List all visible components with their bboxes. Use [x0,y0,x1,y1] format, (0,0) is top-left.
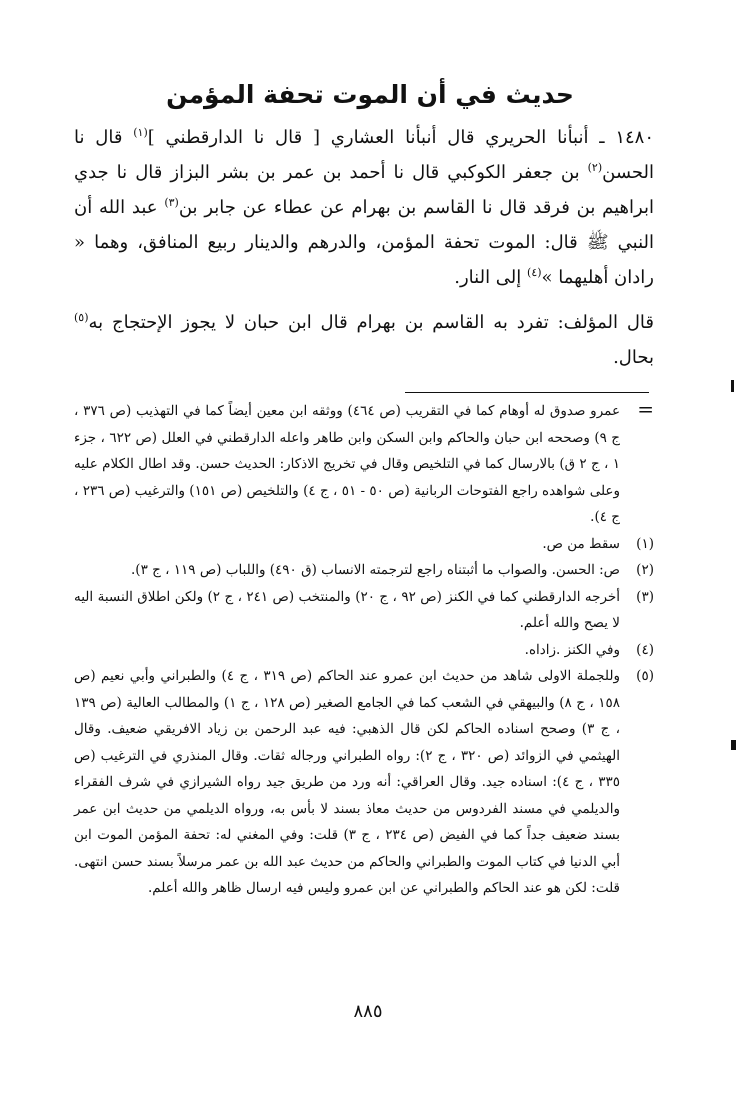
page-number: ٨٨٥ [353,1001,383,1022]
footnote-item [74,584,654,637]
footnote-text: وللجملة الاولى شاهد من حديث ابن عمرو عند الحاكم (ص ٣١٩ ، ج ٤) والطبراني وأبي نعيم (ص ١٥٨ ، ج ٨) والبيهقي في الشعب كما في الجامع الصغير (ص ١٢٨ ، ج ١) والمطالب العالية (ص ١٣٩ ، ج ٣) وصحح اسناده الحاكم لكن قال الذهبي: فيه عبد الرحمن بن زياد الافريقي ضعيف. وقال الهيثمي في الزوائد (ص ٣٢٠ ، ج ٢): رواه الطبراني ورجاله ثقات. وقال المنذري في الترغيب (ص ٣٣٥ ، ج ٤): اسناده جيد. وقال العراقي: أنه ورد من طريق جيد رواه الشيرازي في شرف الفقراء والديلمي في مسند الفردوس من حديث معاذ بسند لا بأس به، ورواه الديلمي من حديث ابن عمر بسند ضعيف جداً كما في الفيض (ص ٢٣٤ ، ج ٣) قلت: وفي المغني له: تحفة المؤمن الموت ابن أبي الدنيا في كتاب الموت والطبراني والحاكم من حديث عبد الله بن عمر مرسلاً بسند حسن انتهى. قلت: لكن هو عند الحاكم والطبراني عن ابن عمرو وليس فيه ارسال ظاهر والله أعلم. [74,668,621,896]
footnote-item [74,663,654,902]
footnote-text: أخرجه الدارقطني كما في الكنز (ص ٩٢ ، ج ٢٠) والمنتخب (ص ٢٤١ ، ج ٢) ولكن اطلاق النسبة اليه لا يصح والله أعلم. [74,588,620,631]
footnote-item [74,557,654,584]
hadith-paragraph [74,120,654,295]
hadith-text-part: قال نا الحسن [74,127,654,183]
main-text [74,120,654,375]
footnote-number: (٤) [636,641,654,658]
footnote-ref: (٣) [164,196,179,209]
hadith-text-part: أنبأنا الحريري قال أنبأنا العشاري [ قال نا الدارقطني ] [147,127,600,148]
footnote-number: (١) [636,535,654,552]
footnote-number: (٥) [636,668,654,684]
footnote-number: (٣) [636,588,654,605]
hadith-text-part: عبد الله أن النبي ﷺ قال: الموت تحفة المؤمن، والدرهم والدينار ربيع المنافق، وهما « رادان أهليهما » [74,197,654,288]
hadith-text-part: إلى النار. [454,267,528,288]
footnote-continuation-text: عمرو صدوق له أوهام كما في التقريب (ص ٤٦٤) ووثقه ابن معين أيضاً كما في التهذيب (ص ٣٧٦ ، ج ٩) وصححه ابن حبان والحاكم وابن السكن وابن طاهر واعله الدارقطني في العلل (ص ٦٢٢ ، جزء ١ ، ج ٢ ق) بالارسال كما في التلخيص وقال في تخريج الاذكار: الحديث حسن. وقد اطال الكلام عليه وعلى شواهده راجع الفتوحات الربانية (ص ٥٠ - ٥١ ، ج ٤) والتلخيص (ص ١٥١) والترغيب (ص ٢٣٦ ، ج ٤). [74,403,621,525]
scan-edge-mark [731,740,736,750]
hadith-text-part: بن جعفر الكوكبي قال نا أحمد بن عمر بن بشر البزاز قال نا جدي ابراهيم بن فرقد قال نا القاسم بن بهرام عن عطاء عن جابر بن [74,162,654,218]
footnote-ref: (١) [133,126,148,139]
author-note-text: بحال. [613,347,654,368]
footnote-ref: (٤) [527,266,542,279]
footnote-text: سقط من ص. [542,535,620,552]
footnote-item [74,531,654,558]
footnotes [74,398,654,902]
footnote-text: ص: الحسن. والصواب ما أثبتناه راجع لترجمته الانساب (ق ٤٩٠) واللباب (ص ١١٩ ، ج ٣). [131,562,620,578]
footnote-ref: (٥) [74,311,89,324]
footnote-item [74,637,654,664]
continuation-mark: = [637,397,654,421]
footnote-number: (٢) [636,562,654,578]
footnote-divider [405,392,649,393]
footnote-text: وفي الكنز .زاداه. [524,641,620,658]
page-title: حديث في أن الموت تحفة المؤمن [166,80,574,109]
author-note-text: قال المؤلف: تفرد به القاسم بن بهرام قال ابن حبان لا يجوز الإحتجاج به [88,312,654,333]
scan-edge-mark [731,380,734,392]
hadith-number: ١٤٨٠ ـ [599,127,655,148]
author-note [74,305,654,375]
footnote-ref: (٢) [587,161,603,174]
footnote-continuation [74,398,654,531]
